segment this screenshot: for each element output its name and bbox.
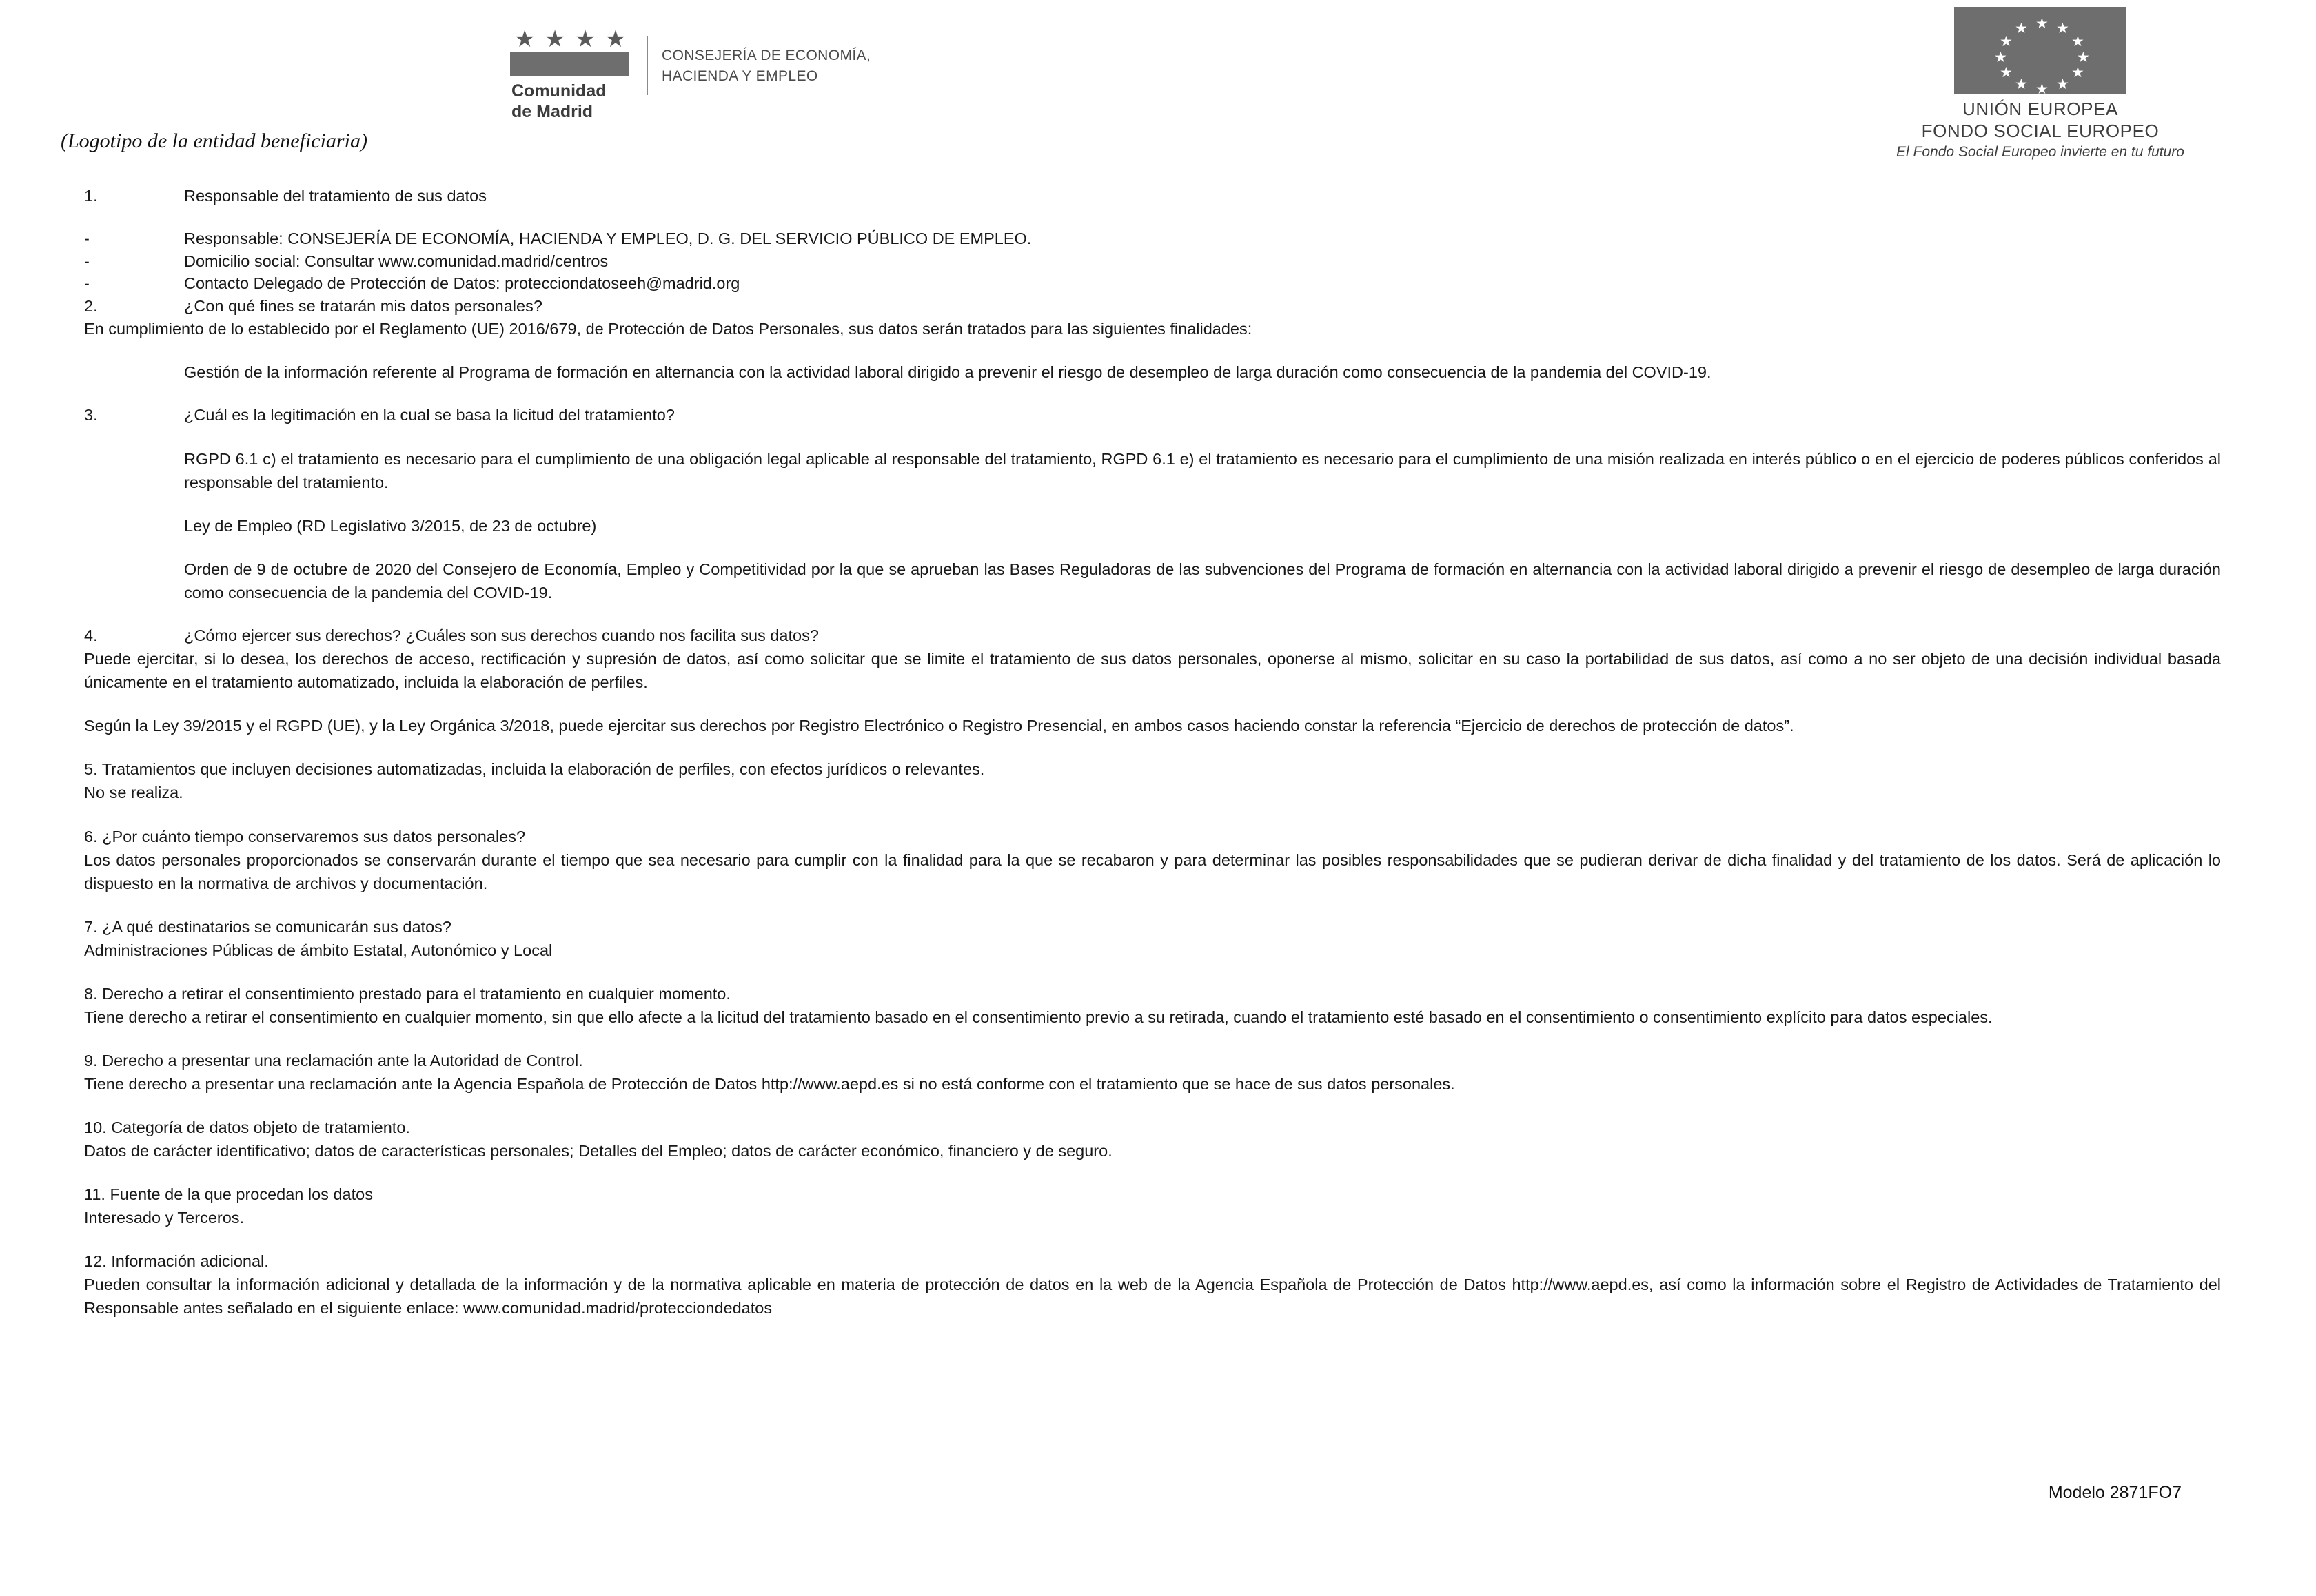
comunidad-name-line2: de Madrid [511, 101, 593, 121]
section-2-number: 2. [84, 296, 98, 315]
section-4-number: 4. [84, 626, 98, 644]
section-3-bullet-1 [84, 447, 2221, 494]
bullet-dash-icon [84, 447, 184, 471]
logo-divider [647, 36, 648, 95]
document-header [0, 0, 2316, 172]
eu-line2: FONDO SOCIAL EUROPEO [1921, 121, 2160, 142]
beneficiary-logo-placeholder: (Logotipo de la entidad beneficiaria) [61, 130, 367, 152]
section-8-paragraph-1: Tiene derecho a retirar el consentimiento en cualquier momento, sin que ello afecte a la licitud del tratamiento basado en el consentimiento previo a su retirada, cuando el tratamiento esté basado en el consentimiento o consentimiento explícito para datos especiales. [84, 1007, 1993, 1026]
section-5-paragraph-1: No se realiza. [84, 784, 183, 802]
consejeria-label [662, 45, 871, 88]
section-10-paragraph-1: Datos de carácter identificativo; datos de características personales; Detalles del Empleo; datos de carácter económico, financiero y de seguro. [84, 1142, 1113, 1160]
document-body [84, 185, 2221, 1320]
consejeria-line1: CONSEJERÍA DE ECONOMÍA, [662, 48, 871, 63]
section-2-title: ¿Con qué fines se tratarán mis datos personales? [184, 296, 542, 315]
section-1-bullet-2 [84, 250, 2221, 272]
section-9-paragraph-1: Tiene derecho a presentar una reclamación ante la Agencia Española de Protección de Datos http://www.aepd.es si no está conforme con el tratamiento que se hace de sus datos personales. [84, 1075, 1455, 1094]
section-4-paragraph-1: Puede ejercitar, si lo desea, los derechos de acceso, rectificación y supresión de datos, así como solicitar que se limite el tratamiento de sus datos personales, oponerse al mismo, solicitar en su caso la portabilidad de sus datos, así como a no ser objeto de una decisión individual basada únicamente en el tratamiento automatizado, incluida la elaboración de perfiles. [84, 650, 2221, 692]
section-11-heading: 11. Fuente de la que procedan los datos [84, 1185, 373, 1204]
section-10-heading: 10. Categoría de datos objeto de tratamiento. [84, 1118, 410, 1137]
european-union-logo-block [1892, 7, 2188, 161]
section-3-heading [84, 404, 2221, 427]
bullet-dash-icon [84, 360, 184, 384]
section-11-paragraph-1: Interesado y Terceros. [84, 1209, 245, 1227]
section-1-bullet-1 [84, 227, 2221, 249]
section-12-heading: 12. Información adicional. [84, 1252, 269, 1271]
section-3-bullet-2-text: Ley de Empleo (RD Legislativo 3/2015, de 23 de octubre) [184, 516, 597, 535]
comunidad-de-madrid-logo [510, 28, 633, 122]
section-1-bullet-3-text: Contacto Delegado de Protección de Datos: protecciondatoseeh@madrid.org [184, 274, 740, 293]
section-6-paragraph-1: Los datos personales proporcionados se conservarán durante el tiempo que sea necesario para cumplir con la finalidad para la que se recabaron y para determinar las posibles responsabilidades que se pudieran derivar de dicha finalidad y del tratamiento de los datos. Será de aplicación lo dispuesto en la normativa de archivos y documentación. [84, 850, 2221, 892]
eu-line3: El Fondo Social Europeo invierte en tu futuro [1896, 144, 2184, 161]
section-3-number: 3. [84, 406, 98, 424]
section-4-paragraph-2: Según la Ley 39/2015 y el RGPD (UE), y la Ley Orgánica 3/2018, puede ejercitar sus derechos por Registro Electrónico o Registro Presencial, en ambos casos haciendo constar la referencia “Ejercicio de derechos de protección de datos”. [84, 717, 1794, 735]
section-3-title: ¿Cuál es la legitimación en la cual se basa la licitud del tratamiento? [184, 406, 675, 424]
section-7-paragraph-1: Administraciones Públicas de ámbito Estatal, Autonómico y Local [84, 941, 553, 959]
section-2-heading [84, 295, 2221, 317]
section-1-bullet-3 [84, 272, 2221, 294]
four-stars-icon: ★ ★ ★ ★ [514, 26, 628, 52]
section-1-bullet-2-text: Domicilio social: Consultar www.comunidad.madrid/centros [184, 252, 609, 270]
section-8-heading: 8. Derecho a retirar el consentimiento prestado para el tratamiento en cualquier momento. [84, 984, 731, 1003]
comunidad-name-line1: Comunidad [511, 81, 607, 101]
consejeria-line2: HACIENDA Y EMPLEO [662, 68, 818, 85]
section-4-title: ¿Cómo ejercer sus derechos? ¿Cuáles son sus derechos cuando nos facilita sus datos? [184, 626, 819, 644]
model-code: Modelo 2871FO7 [2048, 1483, 2182, 1502]
section-1-title: Responsable del tratamiento de sus datos [184, 187, 487, 205]
section-3-bullet-3 [84, 557, 2221, 604]
section-12-paragraph-1: Pueden consultar la información adicional y detallada de la información y de la normativa aplicable en materia de protección de datos en la web de la Agencia Española de Protección de Datos http://www.aepd.es, así como la información sobre el Registro de Actividades de Tratamiento del Responsable antes señalado en el siguiente enlace: www.comunidad.madrid/protecciondedatos [84, 1276, 2221, 1318]
bullet-dash-icon [84, 514, 184, 538]
section-7-heading: 7. ¿A qué destinatarios se comunicarán sus datos? [84, 917, 451, 936]
logo-bar-shape [510, 52, 629, 76]
section-9-heading: 9. Derecho a presentar una reclamación ante la Autoridad de Control. [84, 1051, 583, 1070]
section-2-intro: En cumplimiento de lo establecido por el Reglamento (UE) 2016/679, de Protección de Datos Personales, sus datos serán tratados para las siguientes finalidades: [84, 320, 1252, 338]
section-4-heading [84, 624, 2221, 647]
section-1-number: 1. [84, 187, 98, 205]
bullet-dash-icon: - [84, 229, 90, 248]
eu-flag-icon: ★ ★ ★ ★ ★ ★ ★ ★ ★ ★ ★ ★ [1954, 7, 2126, 94]
bullet-dash-icon: - [84, 274, 90, 293]
section-3-bullet-2 [84, 514, 2221, 538]
section-1-bullet-1-text: Responsable: CONSEJERÍA DE ECONOMÍA, HACIENDA Y EMPLEO, D. G. DEL SERVICIO PÚBLICO DE EMPLEO. [184, 229, 1032, 248]
section-2-bullet-1 [84, 360, 2221, 384]
bullet-dash-icon: - [84, 252, 90, 270]
bullet-dash-icon [84, 557, 184, 581]
comunidad-de-madrid-logo-block [510, 28, 871, 122]
section-5-heading: 5. Tratamientos que incluyen decisiones automatizadas, incluida la elaboración de perfiles, con efectos jurídicos o relevantes. [84, 760, 985, 779]
eu-line1: UNIÓN EUROPEA [1962, 99, 2118, 119]
section-3-bullet-3-text: Orden de 9 de octubre de 2020 del Consejero de Economía, Empleo y Competitividad por la que se aprueban las Bases Reguladoras de las subvenciones del Programa de formación en alternancia con la actividad laboral dirigido a prevenir el riesgo de desempleo de larga duración como consecuencia de la pandemia del COVID-19. [184, 560, 2221, 602]
section-3-bullet-1-text: RGPD 6.1 c) el tratamiento es necesario para el cumplimiento de una obligación legal aplicable al responsable del tratamiento, RGPD 6.1 e) el tratamiento es necesario para el cumplimiento de una misión realizada en interés público o en el ejercicio de poderes públicos conferidos al responsable del tratamiento. [184, 449, 2221, 491]
section-6-heading: 6. ¿Por cuánto tiempo conservaremos sus datos personales? [84, 827, 526, 846]
section-1-heading [84, 185, 2221, 207]
section-2-bullet-1-text: Gestión de la información referente al Programa de formación en alternancia con la actividad laboral dirigido a prevenir el riesgo de desempleo de larga duración como consecuencia de la pandemia del COVID-19. [184, 363, 1711, 382]
